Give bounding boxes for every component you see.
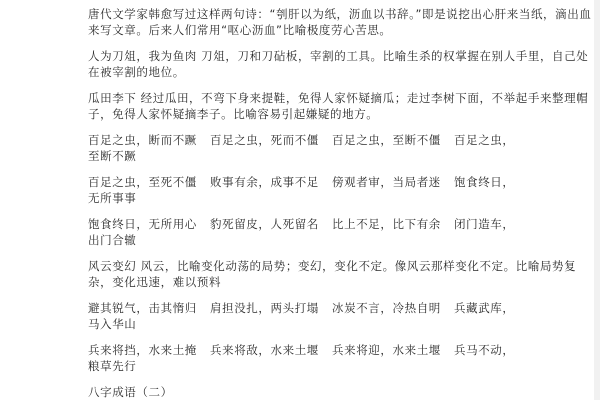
scrollbar-track[interactable] (594, 0, 600, 400)
idiom-item: 百足之虫， (454, 133, 515, 147)
idiom-item-continuation: 出门合辙 (88, 233, 137, 247)
idiom-item: 百足之虫，断而不蹶 (88, 133, 197, 147)
paragraph-ren-wei-daozu: 人为刀俎，我为鱼肉 刀俎，刀和刀砧板，宰割的工具。比喻生杀的权掌握在别人手里，自己处在被宰割的地位。 (88, 49, 589, 79)
idiom-item: 饱食终日， (454, 175, 515, 189)
idiom-item-continuation: 至断不蹶 (88, 149, 137, 163)
paragraph-fengyun-bianhuan: 风云变幻 风云，比喻变化动荡的局势；变幻，变化不定。像风云那样变化不定。比喻局势复杂，变化迅速，难以预料 (88, 259, 577, 289)
idiom-row (88, 300, 593, 332)
idiom-item: 兵藏武库， (454, 301, 515, 315)
idiom-item-continuation: 马入华山 (88, 317, 137, 331)
idiom-item: 豹死留皮，人死留名 (210, 217, 319, 231)
idiom-row (88, 174, 593, 206)
idiom-item: 避其锐气，击其惰归 (88, 301, 197, 315)
paragraph-gua-tian-li-xia: 瓜田李下 经过瓜田，不弯下身来提鞋，免得人家怀疑摘瓜；走过李树下面，不举起手来整理帽子，免得人家怀疑摘李子。比喻容易引起嫌疑的地方。 (88, 91, 589, 121)
idiom-item: 败事有余，成事不足 (210, 175, 319, 189)
idiom-item: 兵来将迎，水来土堰 (332, 343, 441, 357)
idiom-row (88, 132, 593, 164)
idiom-item: 百足之虫，至断不僵 (332, 133, 441, 147)
idiom-item: 饱食终日，无所用心 (88, 217, 197, 231)
idiom-item-continuation: 粮草先行 (88, 359, 137, 373)
idiom-item: 兵马不动， (454, 343, 515, 357)
paragraph-ouxin-lixue: 唐代文学家韩愈写过这样两句诗：“刳肝以为纸，沥血以书辞。”即是说挖出心肝来当纸，滴出血来写文章。后来人们常用“呕心沥血”比喻极度劳心苦思。 (88, 7, 592, 37)
idiom-row (88, 216, 593, 248)
idiom-item: 傍观者审，当局者迷 (332, 175, 441, 189)
idiom-item: 百足之虫，至死不僵 (88, 175, 197, 189)
idiom-item: 兵来将敌，水来土堰 (210, 343, 319, 357)
document-body (88, 6, 593, 400)
idiom-item: 肩担没扎，两头打塌 (210, 301, 319, 315)
section-heading: 八字成语（二） (88, 385, 173, 399)
idiom-item: 冰炭不言，冷热自明 (332, 301, 441, 315)
idiom-item: 百足之虫，死而不僵 (210, 133, 319, 147)
idiom-item-continuation: 无所事事 (88, 191, 137, 205)
idiom-row (88, 342, 593, 374)
idiom-item: 比上不足，比下有余 (332, 217, 441, 231)
idiom-item: 兵来将挡，水来土掩 (88, 343, 197, 357)
idiom-item: 闭门造车， (454, 217, 515, 231)
